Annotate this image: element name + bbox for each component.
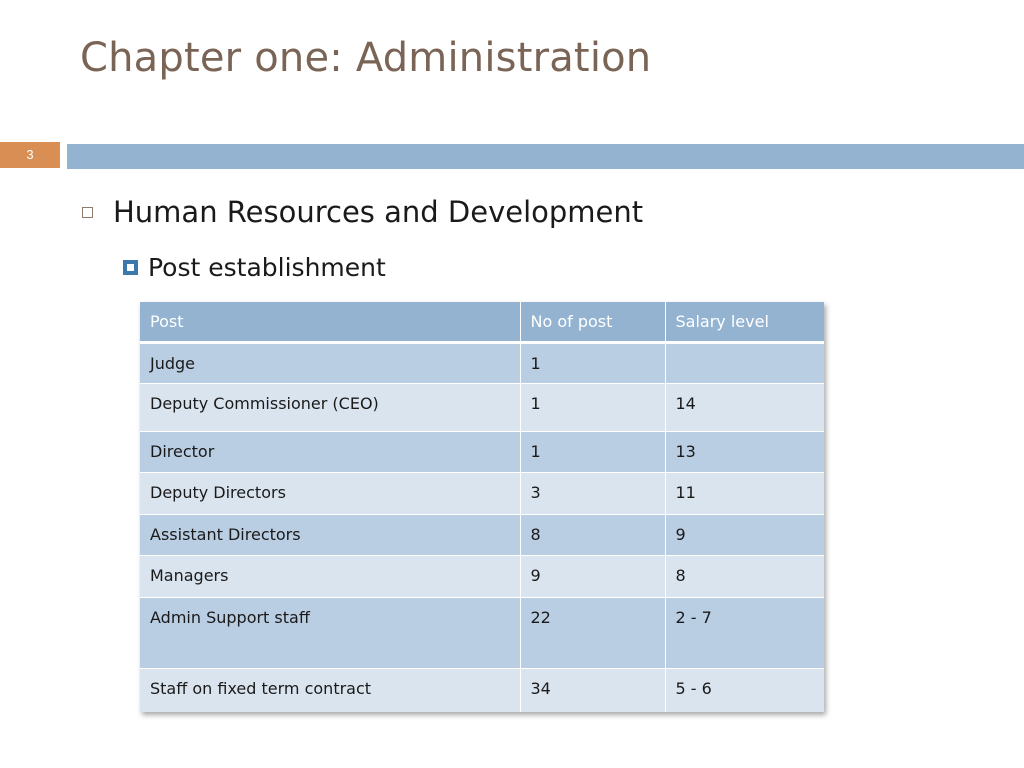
table-row [140, 555, 824, 597]
table-row [140, 597, 824, 668]
post-establishment-table-container [140, 302, 824, 712]
cell-post: Staff on fixed term contract [140, 668, 520, 712]
cell-salary-level: 13 [665, 431, 824, 472]
cell-salary-level: 14 [665, 383, 824, 431]
cell-post: Judge [140, 342, 520, 383]
table-header-row [140, 302, 824, 342]
table-row [140, 383, 824, 431]
filled-square-bullet-icon [123, 260, 138, 275]
bullet-text-human-resources: Human Resources and Development [113, 195, 644, 229]
table-row [140, 668, 824, 712]
cell-salary-level: 5 - 6 [665, 668, 824, 712]
column-header-salary-level: Salary level [665, 302, 824, 342]
cell-salary-level: 11 [665, 472, 824, 514]
slide-title: Chapter one: Administration [80, 35, 652, 81]
cell-no-of-post: 1 [520, 383, 665, 431]
cell-salary-level [665, 342, 824, 383]
hollow-square-bullet-icon [82, 207, 93, 218]
cell-post: Deputy Commissioner (CEO) [140, 383, 520, 431]
table-row [140, 431, 824, 472]
cell-post: Director [140, 431, 520, 472]
cell-post: Deputy Directors [140, 472, 520, 514]
cell-salary-level: 9 [665, 514, 824, 555]
cell-no-of-post: 22 [520, 597, 665, 668]
column-header-post: Post [140, 302, 520, 342]
bullet-level-1 [82, 192, 643, 232]
cell-post: Admin Support staff [140, 597, 520, 668]
cell-no-of-post: 3 [520, 472, 665, 514]
cell-no-of-post: 34 [520, 668, 665, 712]
cell-no-of-post: 8 [520, 514, 665, 555]
cell-salary-level: 2 - 7 [665, 597, 824, 668]
cell-post: Managers [140, 555, 520, 597]
column-header-no-of-post: No of post [520, 302, 665, 342]
bullet-text-post-establishment: Post establishment [148, 252, 386, 282]
table-row [140, 472, 824, 514]
cell-no-of-post: 1 [520, 342, 665, 383]
post-establishment-table [140, 302, 824, 712]
bullet-level-2 [123, 250, 386, 284]
header-divider-bar [67, 144, 1024, 169]
slide-number: 3 [0, 142, 60, 168]
cell-post: Assistant Directors [140, 514, 520, 555]
table-row [140, 514, 824, 555]
cell-no-of-post: 9 [520, 555, 665, 597]
cell-salary-level: 8 [665, 555, 824, 597]
cell-no-of-post: 1 [520, 431, 665, 472]
table-row [140, 342, 824, 383]
